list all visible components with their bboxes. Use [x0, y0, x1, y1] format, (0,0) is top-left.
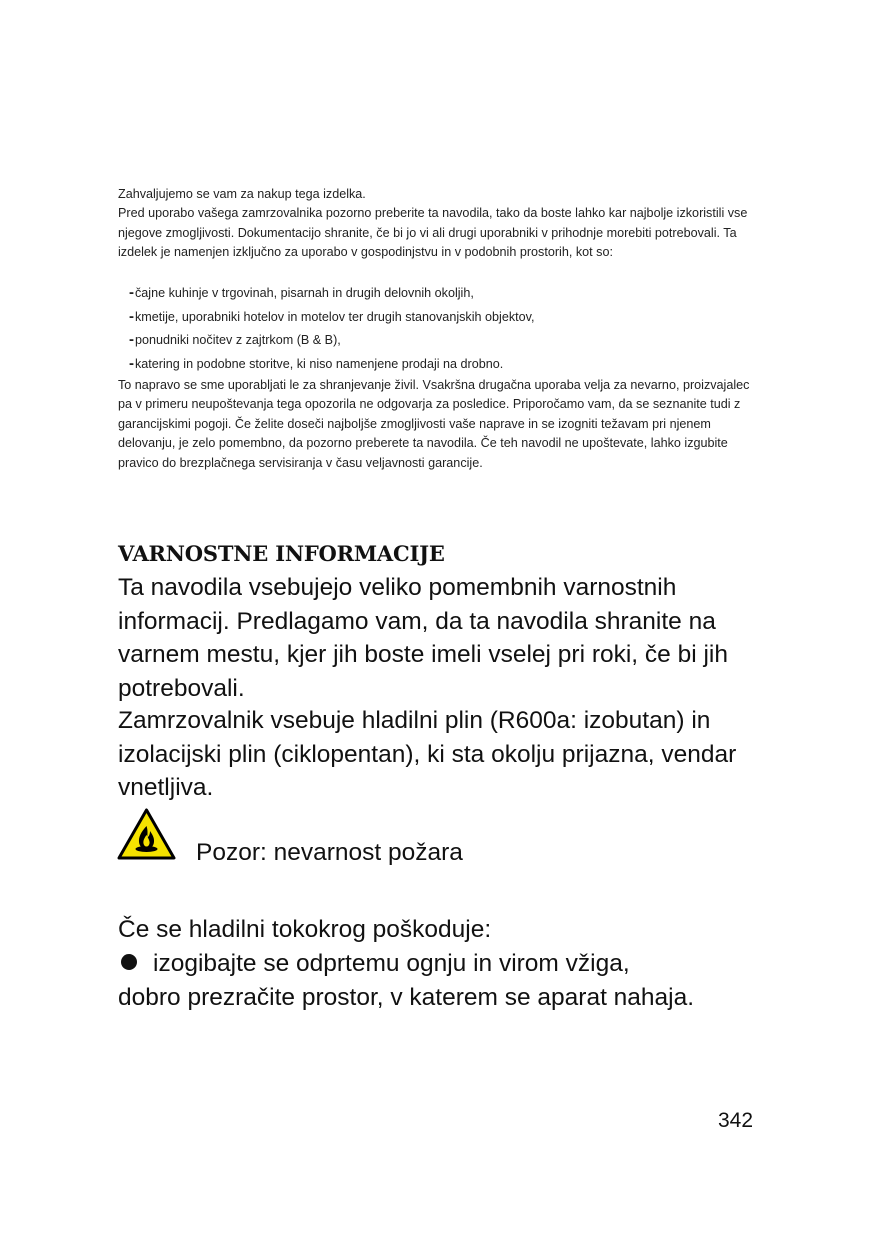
list-item-text: ponudniki nočitev z zajtrkom (B & B),: [135, 333, 341, 347]
circuit-damage-intro: Če se hladilni tokokrog poškoduje:: [118, 916, 492, 943]
fire-warning-text: Pozor: nevarnost požara: [196, 839, 463, 866]
intro-section: [118, 185, 758, 263]
list-item: [129, 283, 534, 307]
safety-paragraph: Ta navodila vsebujejo veliko pomembnih varnostnih informacij. Predlagamo vam, da ta navodila shranite na varnem mestu, kjer jih boste imeli vselej pri roki, če bi jih potrebovali.: [118, 574, 728, 702]
dash-marker: -: [129, 354, 134, 372]
safety-heading: VARNOSTNE INFORMACIJE: [118, 541, 445, 566]
avoid-ignition-text: izogibajte se odprtemu ognju in virom vžiga,: [153, 950, 630, 977]
intro-body: Pred uporabo vašega zamrzovalnika pozorno preberite ta navodila, tako da boste lahko kar najbolje izkoristili vse njegove zmogljivosti. Dokumentacijo shranite, če bi jo vi ali drugi uporabniki v prihodnje morebiti potrebovali. Ta izdelek je namenjen izključno za uporabo v gospodinjstvu in v podobnih prostorih, kot so:: [118, 206, 748, 260]
flammable-warning-icon: [117, 808, 176, 860]
list-item: [129, 307, 534, 331]
list-item-text: kmetije, uporabniki hotelov in motelov ter drugih stanovanjskih objektov,: [135, 309, 535, 324]
bullet-row: [118, 947, 630, 980]
list-item: [129, 354, 534, 378]
dash-marker: -: [129, 307, 134, 325]
intro-thanks: Zahvaljujemo se vam za nakup tega izdelka.: [118, 187, 366, 201]
page-number: 342: [718, 1109, 754, 1132]
list-item: [129, 330, 534, 354]
dash-marker: -: [129, 284, 134, 301]
bullet-dot-icon: [121, 954, 137, 970]
list-item-text: katering in podobne storitve, ki niso namenjene prodaji na drobno.: [135, 356, 504, 371]
list-item-text: čajne kuhinje v trgovinah, pisarnah in drugih delovnih okoljih,: [135, 286, 474, 300]
usage-paragraph: To napravo se sme uporabljati le za shranjevanje živil. Vsakršna drugačna uporaba velja za nevarno, proizvajalec pa v primeru neupoštevanja tega opozorila ne odgovarja za posledice. Priporočamo vam, da se seznanite tudi z garancijskimi pogoji. Če želite doseči najboljše zmogljivosti vaše naprave in se izogniti težavam pri njenem delovanju, je zelo pomembno, da pozorno preberete ta navodila. Če teh navodil ne upoštevate, lahko izgubite pravico do brezplačnega servisiranja v času veljavnosti garancije.: [118, 378, 750, 470]
refrigerant-paragraph: Zamrzovalnik vsebuje hladilni plin (R600a: izobutan) in izolacijski plin (ciklopentan), ki sta okolju prijazna, vendar vnetljiva.: [118, 707, 737, 801]
dash-marker: -: [129, 331, 134, 348]
usage-locations-list: [129, 283, 534, 377]
ventilate-text: dobro prezračite prostor, v katerem se aparat nahaja.: [118, 984, 695, 1011]
